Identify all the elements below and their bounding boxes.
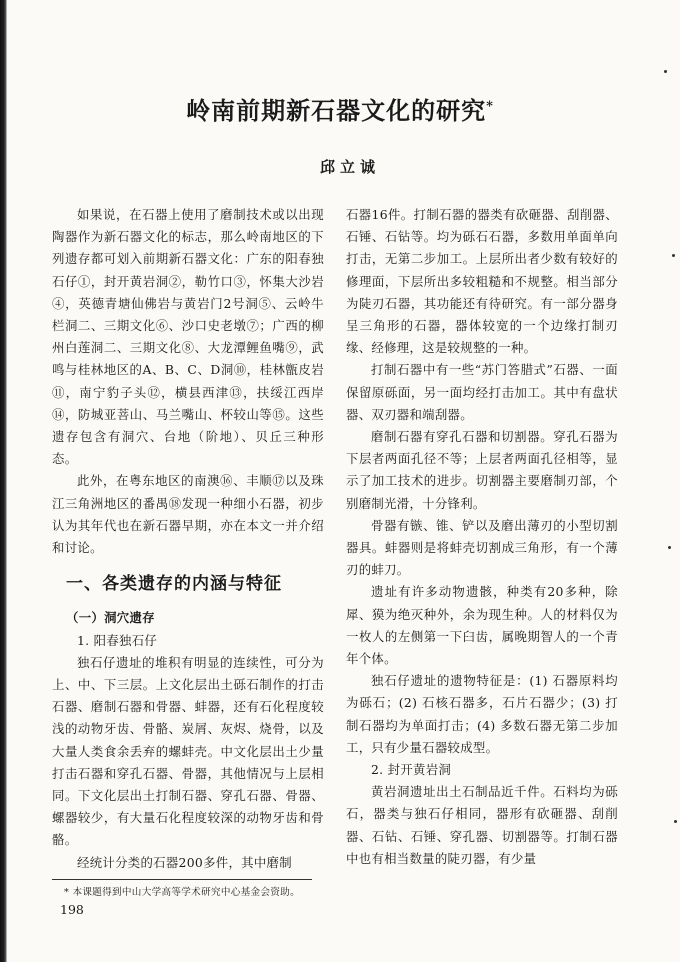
body-paragraph: 打制石器中有一些“苏门答腊式”石器、一面保留原砾面，另一面均经打击加工。其中有盘状器、双刃器和端刮器。 [346, 362, 618, 422]
scan-speck [668, 546, 671, 549]
site-heading-dushizai: 1. 阳春独石仔 [77, 632, 158, 648]
right-column [346, 204, 618, 870]
body-paragraph: 石器16件。打制石器的器类有砍砸器、刮削器、石锤、石钻等。均为砾石石器，多数用单面单向打击，无第二步加工。上层所出者少数有较好的修理面，下层所出多较粗糙和不规整。相当部分为陡刃石器，其功能还有待研究。有一部分器身呈三角形的石器，器体较宽的一个边缘打制刃缘、经修理，这是较规整的一种。 [346, 207, 618, 356]
page-binding-edge [0, 0, 7, 962]
body-paragraph: 遗址有许多动物遗骸，种类有20多种，除犀、獏为绝灭种外，余为现生种。人的材料仅为一枚人的左侧第一下臼齿，属晚期智人的一个青年个体。 [346, 584, 618, 667]
body-paragraph: 独石仔遗址的堆积有明显的连续性，可分为上、中、下三层。上文化层出土砾石制作的打击石器、磨制石器和骨器、蚌器，还有石化程度较浅的动物牙齿、骨骼、炭屑、灰烬、烧骨，以及大量人类食余丢弃的螺蚌壳。中文化层出土少量打击石器和穿孔石器、骨器，其他情况与上层相同。下文化层出土打制石器、穿孔石器、骨器、螺器较少，有大量石化程度较深的动物牙齿和骨骼。 [52, 654, 324, 848]
scan-speck [672, 254, 675, 257]
scan-speck [664, 70, 667, 73]
body-paragraph: 骨器有镞、锥、铲以及磨出薄刃的小型切割器具。蚌器则是将蚌壳切割成三角形，有一个薄刃的蚌刀。 [346, 517, 618, 578]
intro-paragraph-1: 如果说，在石器上使用了磨制技术或以出现陶器作为新石器文化的标志，那么岭南地区的下列遗存都可划入前期新石器文化：广东的阳春独石仔①，封开黄岩洞②，勒竹口③，怀集大沙岩④，英德青塘仙佛岩与黄岩门2号洞⑤、云岭牛栏洞二、三期文化⑥、沙口史老墩⑦；广西的柳州白莲洞二、三期文化⑧、大龙潭鲤鱼嘴⑨，武鸣与桂林地区的A、B、C、D洞⑩，桂林甑皮岩⑪，南宁豹子头⑫，横县西津⑬，扶绥江西岸⑭，防城亚菩山、马兰嘴山、杯较山等⑮。这些遗存包含有洞穴、台地（阶地）、贝丘三种形态。 [52, 207, 324, 467]
body-paragraph: 独石仔遗址的遗物特征是：(1) 石器原料均为砾石；(2) 石核石器多，石片石器少；(3) 打制石器均为单面打击；(4) 多数石器无第二步加工，只有少量石器较成型。 [346, 673, 618, 755]
scan-speck [674, 820, 677, 823]
author-name: 邱立诚 [319, 158, 380, 176]
body-paragraph: 磨制石器有穿孔石器和切割器。穿孔石器为下层者两面孔径不等；上层者两面孔径相等，显示了加工技术的进步。切割器主要磨制刃部，个别磨制光滑，十分锋利。 [346, 429, 618, 511]
intro-paragraph-2: 此外，在粤东地区的南澳⑯、丰顺⑰以及珠江三角洲地区的番禺⑱发现一种细小石器，初步认为其年代也在新石器早期，亦在本文一并介绍和讨论。 [52, 473, 324, 556]
footnote-rule [52, 879, 312, 880]
left-column [52, 204, 324, 874]
subsection-heading: （一）洞穴遗存 [66, 610, 155, 626]
site-heading-huangyandong: 2. 封开黄岩洞 [371, 762, 452, 778]
article-title: 岭南前期新石器文化的研究* [186, 96, 494, 125]
body-paragraph: 经统计分类的石器200多件，其中磨制 [77, 854, 292, 870]
section-heading: 一、各类遗存的内涵与特征 [66, 574, 282, 595]
page-number: 198 [60, 902, 84, 917]
title-footnote-mark: * [486, 99, 494, 114]
body-paragraph: 黄岩洞遗址出土石制品近千件。石料均为砾石，器类与独石仔相同，器形有砍砸器、刮削器、石钻、石锤、穿孔器、切割器等。打制石器中也有相当数量的陡刃器，有少量 [346, 784, 618, 866]
footnote: * 本课题得到中山大学高等学术研究中心基金会资助。 [64, 887, 301, 898]
